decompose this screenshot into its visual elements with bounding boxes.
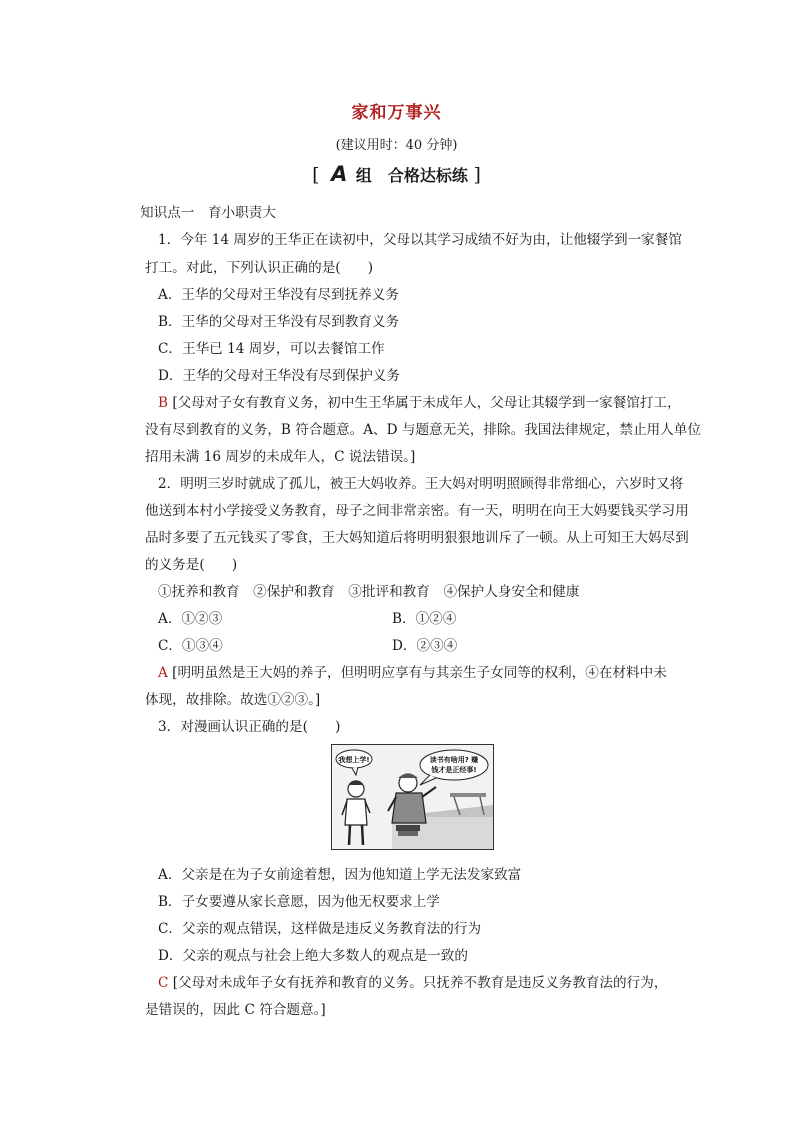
q3-stem-line: 3．对漫画认识正确的是( ) bbox=[158, 719, 341, 735]
q2-answer-line bbox=[158, 661, 667, 681]
knowledge-point-heading: 知识点一 育小职责大 bbox=[140, 205, 276, 221]
q1-explanation-line: 招用未满 16 周岁的未成年人，C 说法错误。] bbox=[145, 449, 416, 465]
q2-option-a: A．①②③ bbox=[158, 611, 223, 627]
q1-explanation-line: 没有尽到教育的义务，B 符合题意。A、D 与题意无关，排除。我国法律规定，禁止用人单位 bbox=[145, 422, 701, 438]
q2-option-c: C．①③④ bbox=[158, 638, 223, 654]
section-bracket-left: [ bbox=[312, 164, 320, 186]
q3-option-b: B．子女要遵从家长意愿，因为他无权要求上学 bbox=[158, 894, 440, 910]
q1-option-d: D．王华的父母对王华没有尽到保护义务 bbox=[158, 368, 400, 384]
q2-answer-letter: A bbox=[158, 665, 168, 681]
q1-stem-line: 1．今年 14 周岁的王华正在读初中，父母以其学习成绩不好为由，让他辍学到一家餐馆 bbox=[158, 232, 682, 248]
q3-answer-line bbox=[158, 971, 667, 991]
q2-explanation-line: 体现，故排除。故选①②③。] bbox=[145, 692, 321, 708]
page-title: 家和万事兴 bbox=[351, 103, 442, 123]
q1-answer-line bbox=[158, 391, 681, 411]
q1-stem-line: 打工。对此，下列认识正确的是( ) bbox=[145, 260, 374, 276]
q2-stem-line: 的义务是( ) bbox=[145, 557, 238, 573]
section-heading bbox=[0, 162, 793, 186]
q1-option-a: A．王华的父母对王华没有尽到抚养义务 bbox=[158, 287, 399, 303]
section-label: 组 合格达标练 bbox=[355, 166, 468, 185]
section-bracket-right: ] bbox=[473, 164, 481, 186]
q2-option-d: D．②③④ bbox=[392, 638, 458, 654]
q1-answer-letter: B bbox=[158, 395, 168, 411]
cartoon-image bbox=[331, 744, 494, 850]
q2-option-b: B．①②④ bbox=[392, 611, 457, 627]
q3-option-d: D．父亲的观点与社会上绝大多数人的观点是一致的 bbox=[158, 948, 468, 964]
q1-explanation-text: [父母对子女有教育义务，初中生王华属于未成年人，父母让其辍学到一家餐馆打工， bbox=[172, 395, 681, 411]
q3-explanation-text: [父母对未成年子女有抚养和教育的义务。只抚养不教育是违反义务教育法的行为， bbox=[172, 975, 668, 991]
q1-option-b: B．王华的父母对王华没有尽到教育义务 bbox=[158, 314, 400, 330]
svg-text:读书有啥用? 赚: 读书有啥用? 赚 bbox=[429, 756, 479, 764]
q2-stem-line: 他送到本村小学接受义务教育，母子之间非常亲密。有一天，明明在向王大妈要钱买学习用 bbox=[145, 503, 689, 519]
q3-option-a: A．父亲是在为子女前途着想，因为他知道上学无法发家致富 bbox=[158, 867, 522, 883]
q3-option-c: C．父亲的观点错误，这样做是违反义务教育法的行为 bbox=[158, 921, 482, 937]
q2-explanation-text: [明明虽然是王大妈的养子，但明明应享有与其亲生子女同等的权利，④在材料中未 bbox=[172, 665, 667, 681]
q2-stem-line: 品时多要了五元钱买了零食，王大妈知道后将明明狠狠地训斥了一顿。从上可知王大妈尽到 bbox=[145, 530, 689, 546]
q3-explanation-line: 是错误的，因此 C 符合题意。] bbox=[145, 1002, 326, 1018]
section-grade-letter: A bbox=[331, 162, 348, 186]
q1-option-c: C．王华已 14 周岁，可以去餐馆工作 bbox=[158, 341, 385, 357]
child-speech-text: 我想上学! bbox=[338, 756, 370, 764]
q2-items: ①抚养和教育 ②保护和教育 ③批评和教育 ④保护人身安全和健康 bbox=[158, 584, 580, 600]
svg-text:钱才是正经事!: 钱才是正经事! bbox=[431, 766, 477, 774]
q2-stem-line: 2．明明三岁时就成了孤儿，被王大妈收养。王大妈对明明照顾得非常细心，六岁时又将 bbox=[158, 476, 684, 492]
q3-answer-letter: C bbox=[158, 975, 169, 991]
suggested-time: (建议用时：40 分钟) bbox=[335, 138, 458, 153]
